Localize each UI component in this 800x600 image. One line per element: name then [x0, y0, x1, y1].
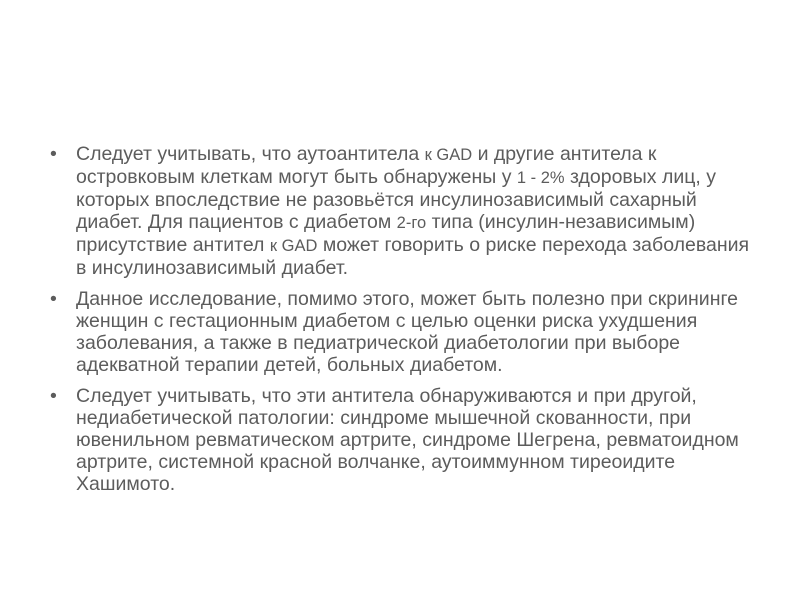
bullet-marker-icon: •	[50, 385, 57, 407]
bullet-text-segment: к GAD	[269, 237, 318, 255]
bullet-text-segment: Следует учитывать, что аутоантитела	[76, 143, 425, 165]
bullet-text-segment: 2-го	[396, 214, 427, 232]
bullet-text	[76, 288, 738, 376]
bullet-text-segment: к GAD	[424, 146, 473, 164]
bullet-text	[76, 143, 749, 279]
bullet-item	[50, 385, 762, 495]
bullet-text	[76, 385, 739, 495]
bullet-text-segment: и другие антитела к островковым клеткам могут быть обнаружены у	[76, 143, 657, 188]
bullet-text-segment: 1 - 2%	[516, 169, 565, 187]
bullet-text-segment: здоровых лиц, у которых впоследствие не разовьётся инсулинозависимый сахарный диабет. Для пациентов с диабетом	[76, 166, 717, 233]
bullet-marker-icon: •	[50, 143, 57, 165]
bullet-text-segment: может говорить о риске перехода заболевания в инсулинозависимый диабет.	[76, 234, 750, 279]
bullet-list	[50, 143, 762, 504]
bullet-text-segment: типа (инсулин-независимым) присутствие антител	[76, 211, 696, 256]
bullet-text-segment: Данное исследование, помимо этого, может быть полезно при скрининге женщин с гестационным диабетом с целью оценки риска ухудшения заболевания, а также в педиатрической диабетологии при выборе адекватной терапии детей, больных диабетом.	[76, 288, 739, 376]
bullet-item	[50, 143, 762, 279]
bullet-marker-icon: •	[50, 288, 57, 310]
bullet-item	[50, 288, 762, 376]
bullet-text-segment: Следует учитывать, что эти антитела обнаруживаются и при другой, недиабетической патологии: синдроме мышечной скованности, при ювенильном ревматическом артрите, синдроме Шегрена, ревматоидном артрите, системной красной волчанке, аутоиммунном тиреоидите Хашимото.	[76, 385, 739, 495]
